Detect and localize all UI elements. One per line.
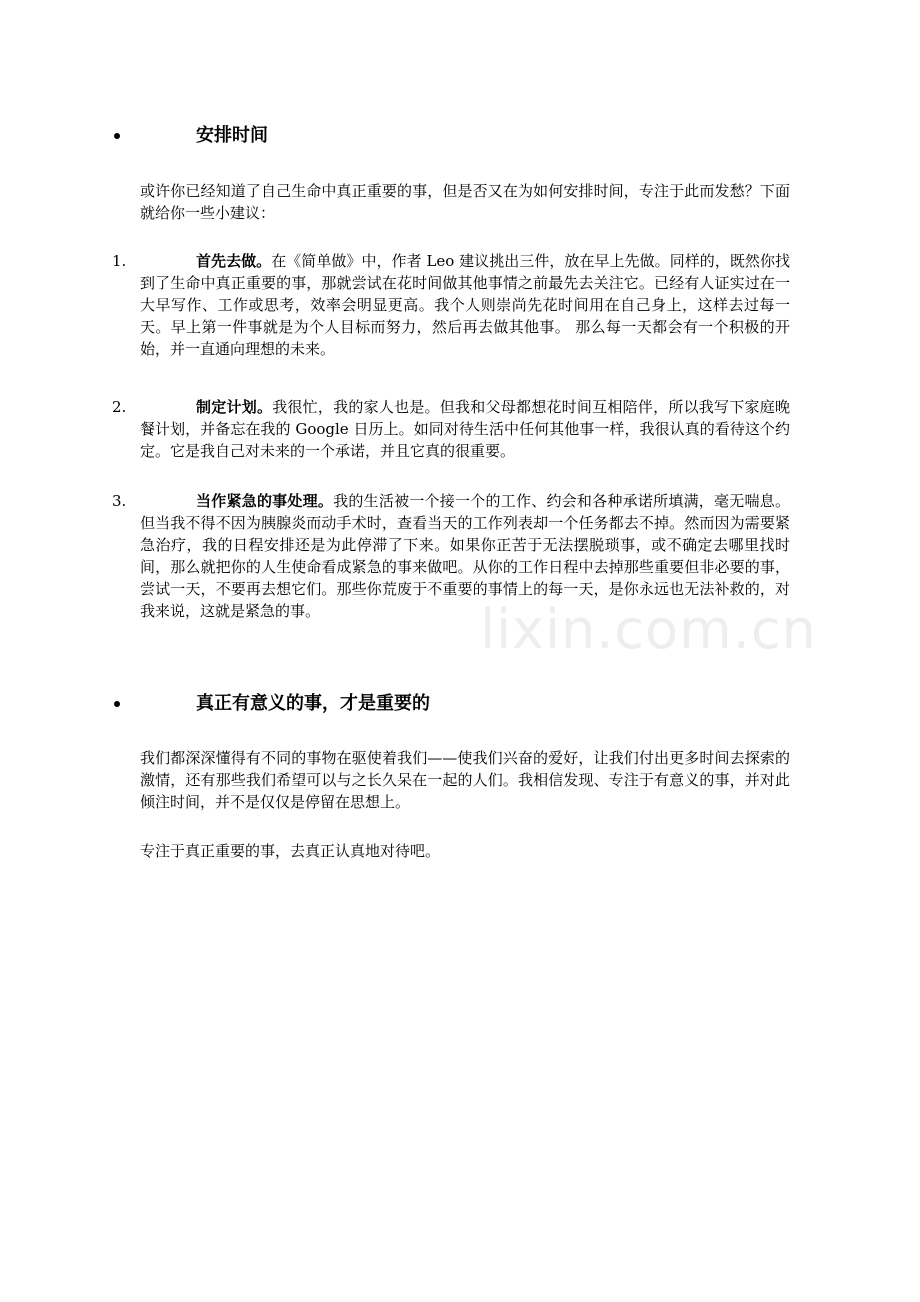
list-item-body	[140, 490, 790, 622]
list-item-body	[140, 396, 790, 462]
bullet-dot-icon	[114, 133, 120, 139]
heading-text: 真正有意义的事，才是重要的	[196, 693, 430, 714]
intro-paragraph: 或许你已经知道了自己生命中真正重要的事，但是否又在为如何安排时间，专注于此而发愁？下面就给你一些小建议：	[140, 182, 790, 222]
closing-paragraph: 专注于真正重要的事，去真正认真地对待吧。	[140, 842, 441, 860]
list-number: 2.	[112, 398, 127, 416]
list-item-lead: 制定计划。	[196, 398, 273, 416]
list-item-text: 我的生活被一个接一个的工作、约会和各种承诺所填满，毫无喘息。但当我不得不因为胰腺炎而动手术时，查看当天的工作列表却一个任务都去不掉。然而因为需要紧急治疗，我的日程安排还是为此停滞了下来。如果你正苦于无法摆脱琐事，或不确定去哪里找时间，那么就把你的人生使命看成紧急的事来做吧。从你的工作日程中去掉那些重要但非必要的事，尝试一天，不要再去想它们。那些你荒废于不重要的事情上的每一天，是你永远也无法补救的，对我来说，这就是紧急的事。	[140, 492, 790, 620]
list-item-body	[140, 250, 790, 360]
bullet-dot-icon	[114, 701, 120, 707]
section-heading-schedule	[108, 123, 808, 155]
list-item-lead: 首先去做。	[196, 252, 272, 270]
watermark: lixin.com.cn	[480, 598, 817, 661]
list-item-text: 在《简单做》中，作者 Leo 建议挑出三件，放在早上先做。同样的，既然你找到了生命中真正重要的事，那就尝试在花时间做其他事情之前最先去关注它。已经有人证实过在一大早写作、工作或思考，效率会明显更高。我个人则崇尚先花时间用在自己身上，这样去过每一天。早上第一件事就是为个人目标而努力，然后再去做其他事。 那么每一天都会有一个积极的开始，并一直通向理想的未来。	[140, 252, 790, 358]
list-number: 3.	[112, 492, 127, 510]
heading-text: 安排时间	[196, 125, 268, 146]
list-item-text: 我很忙，我的家人也是。但我和父母都想花时间互相陪伴，所以我写下家庭晚餐计划，并备忘在我的 Google 日历上。如同对待生活中任何其他事一样，我很认真的看待这个约定。它是我自己对未来的一个承诺，并且它真的很重要。	[140, 398, 790, 460]
section-heading-meaningful	[108, 691, 808, 723]
list-number: 1.	[112, 252, 127, 270]
list-item-lead: 当作紧急的事处理。	[196, 492, 334, 510]
paragraph: 我们都深深懂得有不同的事物在驱使着我们——使我们兴奋的爱好，让我们付出更多时间去探索的激情，还有那些我们希望可以与之长久呆在一起的人们。我相信发现、专注于有意义的事，并对此倾注时间，并不是仅仅是停留在思想上。	[140, 749, 790, 811]
